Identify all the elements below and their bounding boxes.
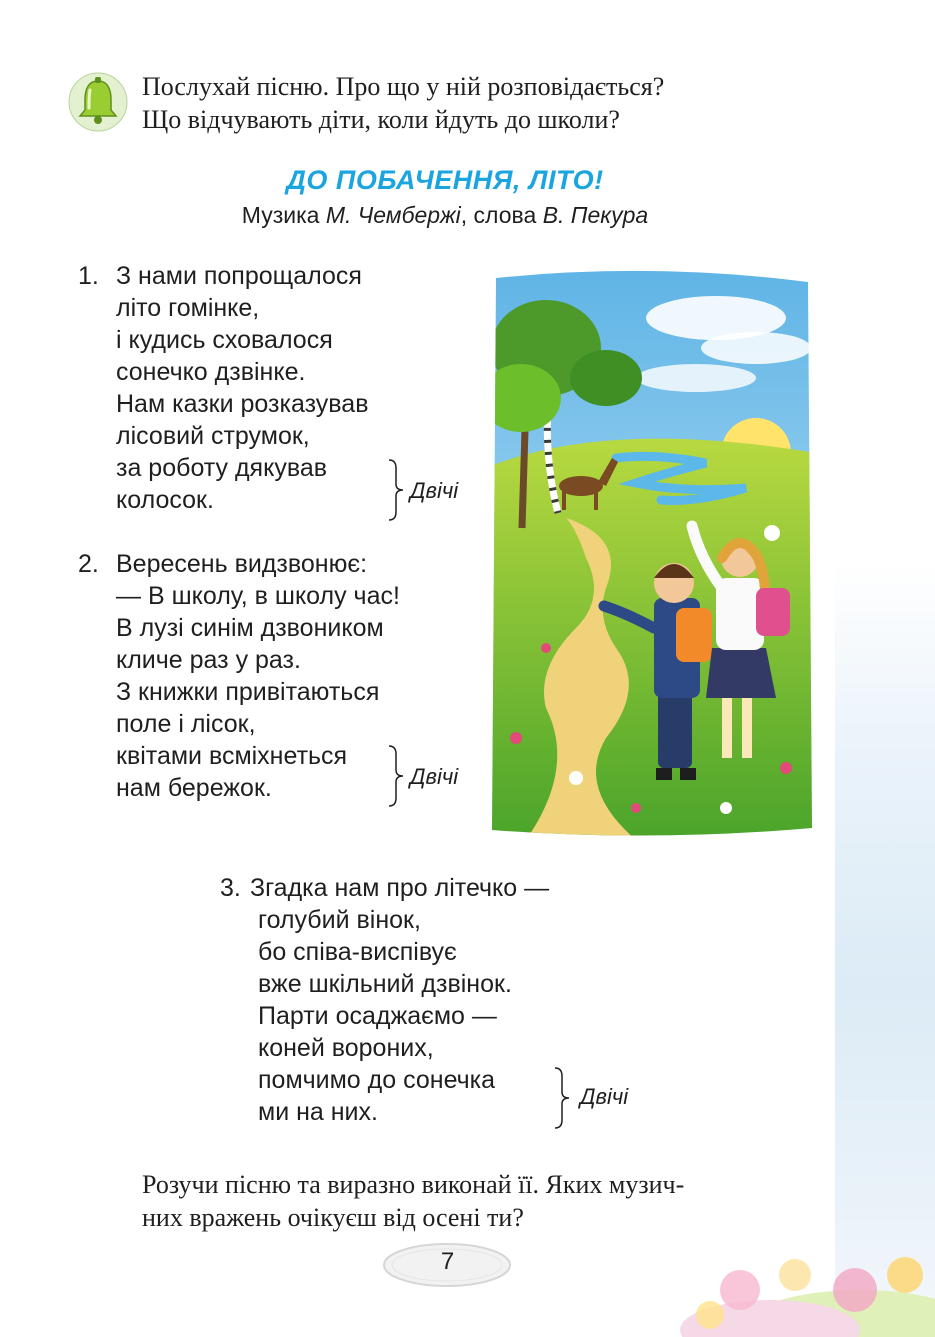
verse-line: і кудись сховалося [116, 326, 333, 354]
intro-line-2: Що відчувають діти, коли йдуть до школи? [142, 105, 620, 134]
verse-line: Парти осаджаємо — [258, 1002, 497, 1030]
repeat-label: Двічі [410, 764, 459, 789]
verse-number: 1. [78, 262, 99, 290]
repeat-label: Двічі [410, 478, 459, 503]
song-title: ДО ПОБАЧЕННЯ, ЛІТО! [286, 165, 604, 195]
song-credits [0, 202, 890, 229]
verse-line: кличе раз у раз. [116, 646, 301, 674]
task-line-1: Розучи пісню та виразно виконай її. Яких музич- [142, 1170, 685, 1199]
verse-line: колосок. [116, 486, 214, 514]
repeat-brace [386, 458, 408, 522]
verse-line: помчимо до сонечка [258, 1066, 496, 1094]
verse-line: ми на них. [258, 1098, 378, 1126]
verse-line: З книжки привітаються [116, 678, 380, 706]
verse-line: — В школу, в школу час! [116, 582, 400, 610]
verse-line: за роботу дякував [116, 454, 327, 482]
intro-question [142, 70, 842, 136]
verse-line: коней вороних, [258, 1034, 434, 1062]
children-walking-to-school-illustration [486, 268, 816, 840]
verse-line: Нам казки розказував [116, 390, 369, 418]
verse-line: літо гомінке, [116, 294, 260, 322]
repeat-brace [552, 1066, 574, 1130]
verse-line: сонечко дзвінке. [116, 358, 306, 386]
bell-icon [68, 72, 128, 132]
music-label: Музика [241, 202, 320, 228]
verse-2 [78, 548, 400, 804]
repeat-brace [386, 744, 408, 808]
verse-line: поле і лісок, [116, 710, 256, 738]
page-number: 7 [440, 1248, 455, 1275]
verse-line: голубий вінок, [258, 906, 421, 934]
verse-line: бо співа-виспівує [258, 938, 457, 966]
task-instruction [142, 1168, 842, 1234]
page-number-badge [380, 1240, 515, 1290]
verse-line: В лузі синім дзвоником [116, 614, 384, 642]
composer-name: М. Чембержі [325, 202, 461, 228]
lyricist-name: В. Пекура [542, 202, 649, 228]
verse-line: нам бережок. [116, 774, 272, 802]
verse-1 [78, 260, 368, 516]
verse-3 [220, 872, 549, 1128]
repeat-label: Двічі [580, 1084, 629, 1109]
intro-line-1: Послухай пісню. Про що у ній розповідається? [142, 72, 665, 101]
verse-line: лісовий струмок, [116, 422, 310, 450]
verse-number: 2. [78, 550, 99, 578]
verse-line: Згадка нам про літечко — [250, 874, 550, 902]
words-label: , слова [460, 202, 537, 228]
verse-number: 3. [220, 874, 241, 902]
verse-line: З нами попрощалося [116, 262, 362, 290]
verse-line: вже шкільний дзвінок. [258, 970, 512, 998]
task-line-2: них вражень очікуєш від осені ти? [142, 1203, 524, 1232]
verse-line: Вересень видзвонює: [116, 550, 368, 578]
verse-line: квітами всміхнеться [116, 742, 348, 770]
